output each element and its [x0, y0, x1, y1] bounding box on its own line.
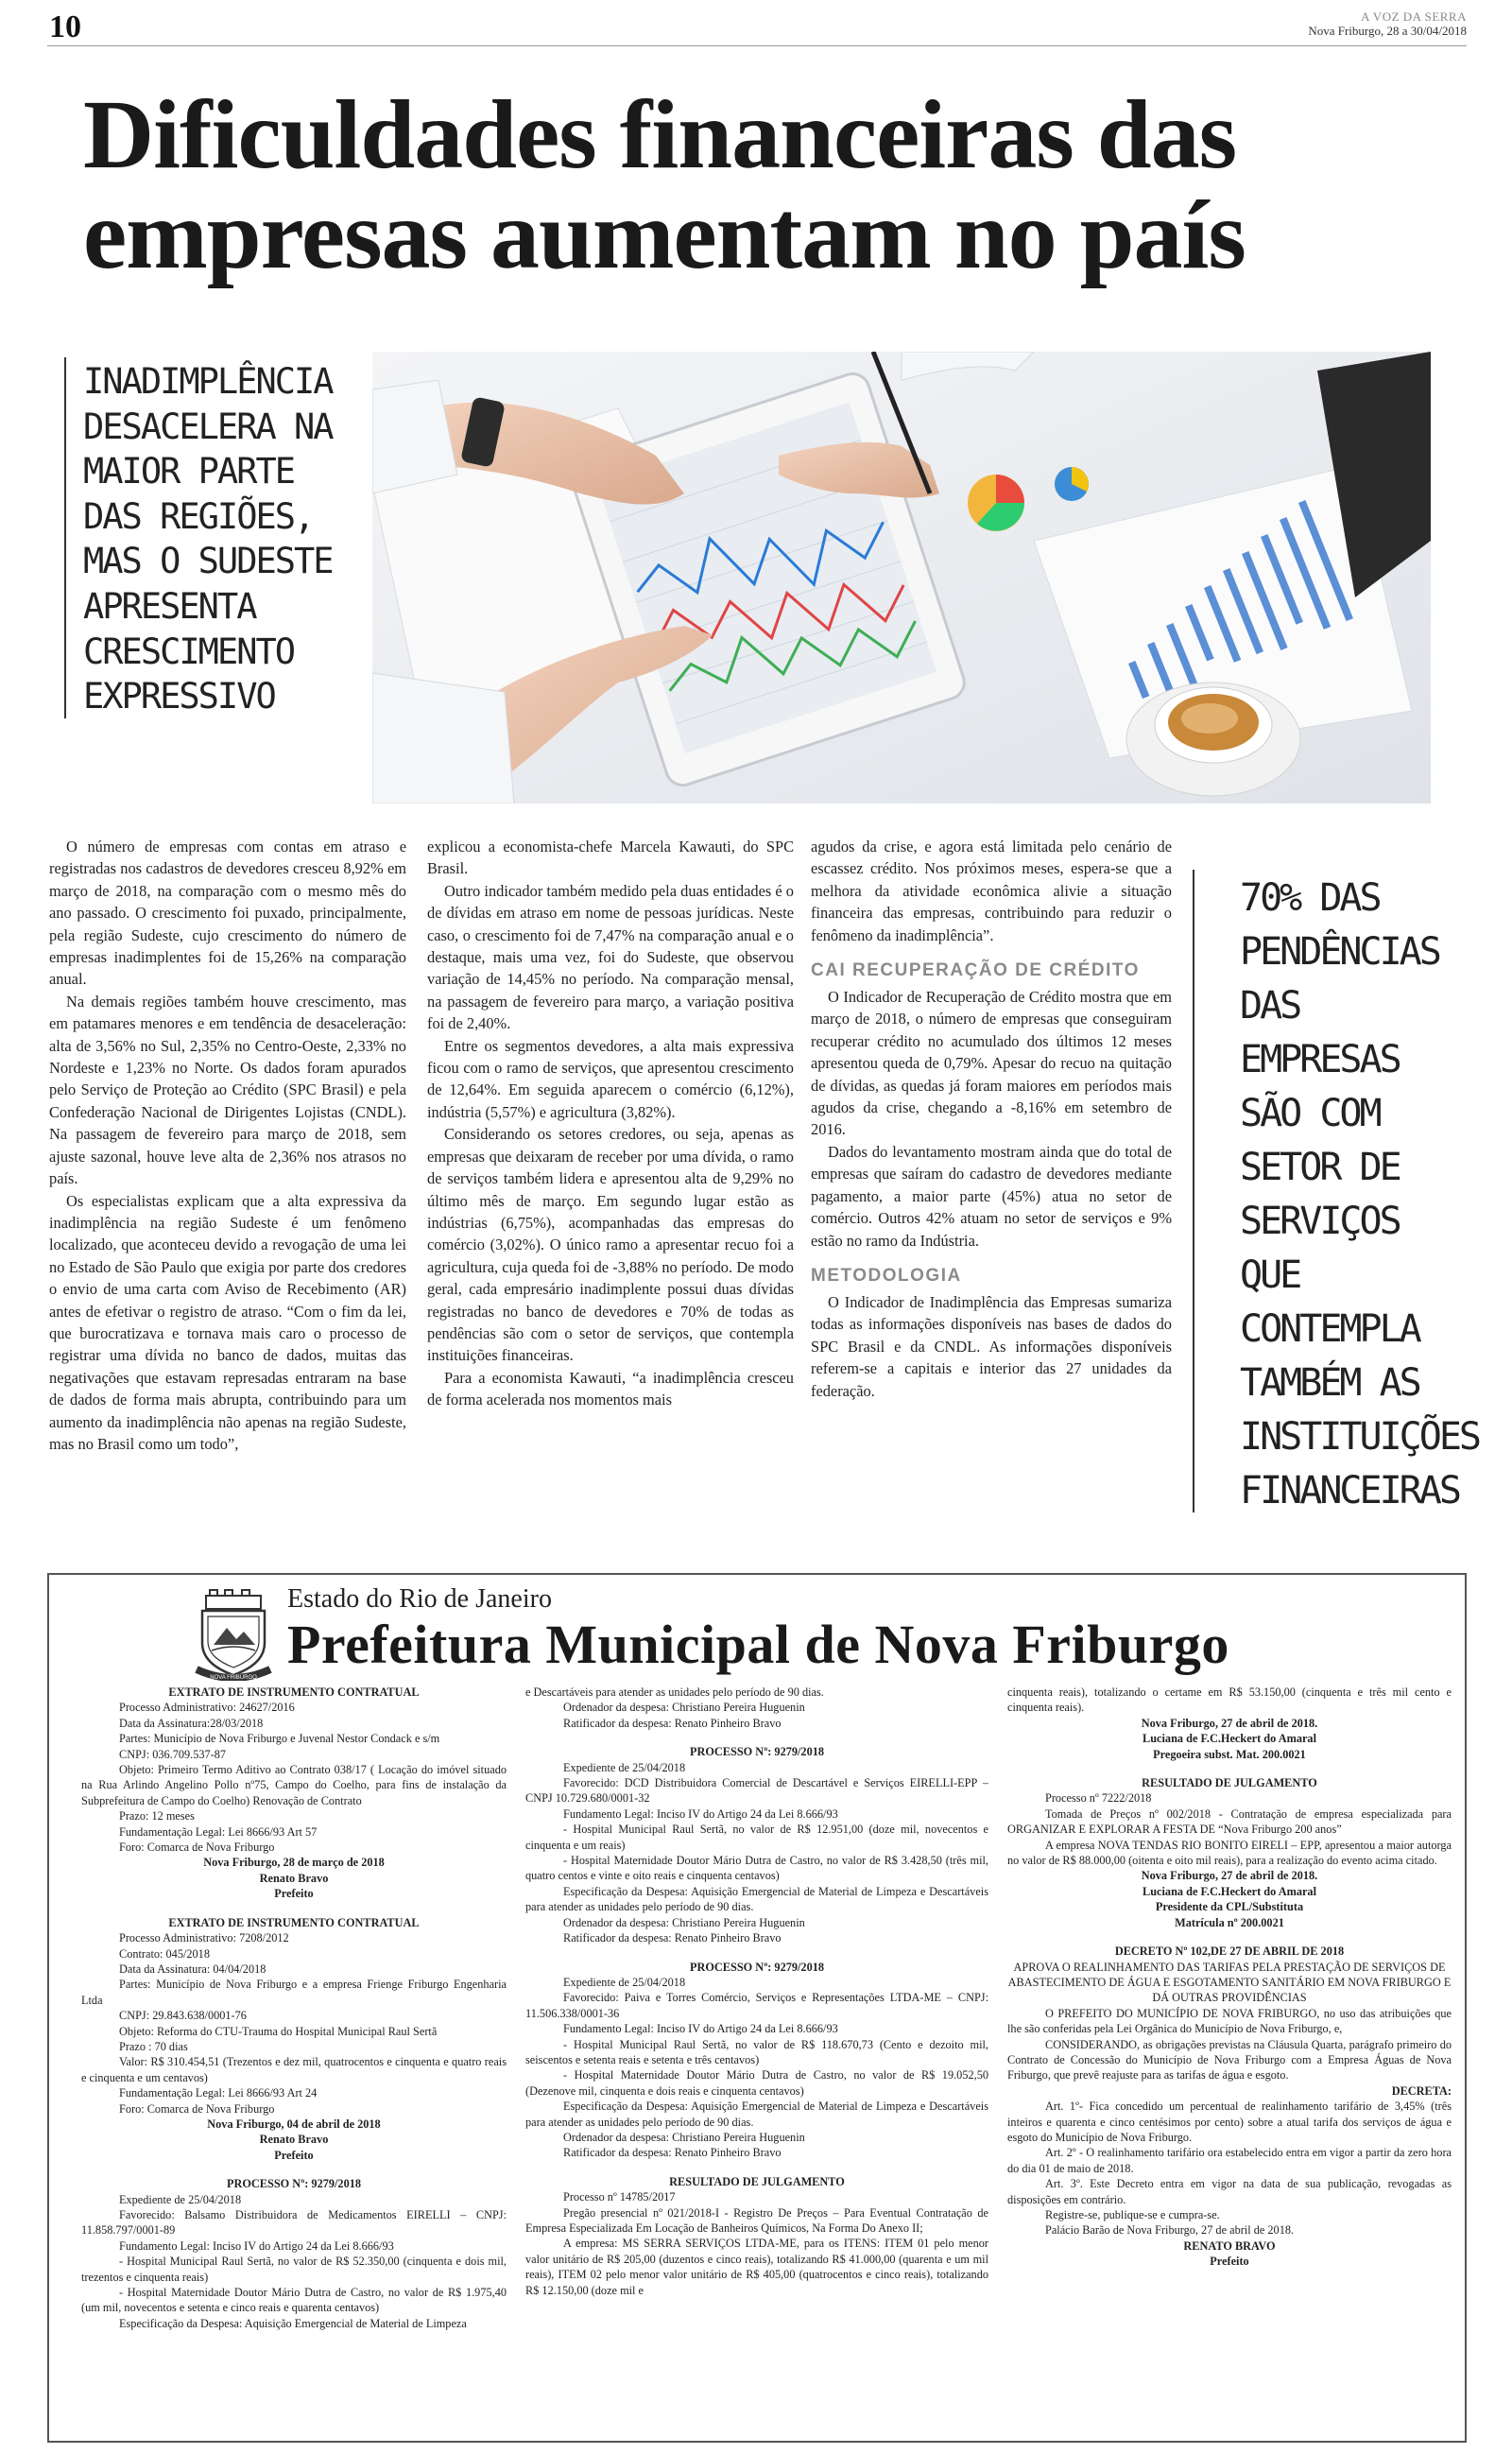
notice-signature: Prefeito: [274, 2148, 314, 2162]
notice-paragraph: - Hospital Maternidade Doutor Mário Dutra de Castro, no valor de R$ 1.975,40 (um mil, novecentos e setenta e cinco reais e quarenta centavos): [81, 2286, 507, 2315]
notice-paragraph: Ratificador da despesa: Renato Pinheiro Bravo: [563, 1716, 782, 1730]
notice-paragraph: Data da Assinatura: 04/04/2018: [119, 1961, 266, 1976]
notice-paragraph: Processo Administrativo: 24627/2016: [119, 1701, 295, 1715]
notice-paragraph: Prazo: 12 meses: [119, 1809, 195, 1823]
article-subhead: INADIMPLÊNCIA DESACELERA NA MAIOR PARTE DAS REGIÕES, MAS O SUDESTE APRESENTA CRESCIMENTO EXPRESSIVO: [64, 357, 348, 718]
notice-paragraph: Especificação da Despesa: Aquisição Emergencial de Material de Limpeza e Descartáveis para atender as unidades pelo período de 90 dias.: [525, 1884, 988, 1914]
notice-paragraph: Fundamento Legal: Inciso IV do Artigo 24 da Lei 8.666/93: [119, 2238, 394, 2253]
notice-decree-label: DECRETA:: [1391, 2083, 1452, 2098]
paragraph: Considerando os setores credores, ou seja, apenas as empresas que deixaram de receber por uma dívida, o ramo de serviços também lidera e apresentou alta de 9,29% no último mês de março. Em segundo lugar estão as indústrias (6,75%), acompanhadas das empresas do comércio (3,02%). O único ramo a apresentar recuo foi a agricultura, cuja queda foi de -3,88% no período. De modo geral, cada empresário inadimplente possui duas dívidas registradas no banco de devedores e 70% de todas as pendências são com o setor de serviços, que contempla instituições financeiras.: [427, 1125, 794, 1365]
notice-paragraph: Fundamentação Legal: Lei 8666/93 Art 57: [119, 1824, 318, 1839]
section-title-credit-recovery: CAI RECUPERAÇÃO DE CRÉDITO: [811, 960, 1140, 981]
notice-title: EXTRATO DE INSTRUMENTO CONTRATUAL: [168, 1685, 420, 1699]
article-column-3: [811, 836, 1172, 1402]
notice-caption: APROVA O REALINHAMENTO DAS TARIFAS PELA PRESTAÇÃO DE SERVIÇOS DE ABASTECIMENTO DE ÁGUA E ESGOTAMENTO SANITÁRIO EM NOVA FRIBURGO E DÁ OUTRAS PROVIDÊNCIAS: [1007, 1960, 1452, 2005]
edition-date: Nova Friburgo, 28 a 30/04/2018: [1308, 24, 1467, 38]
paragraph: Dados do levantamento mostram ainda que do total de empresas que saíram do cadastro de devedores mediante pagamento, a maior parte (45%) atua no setor de comércio. Outros 42% atuam no setor de serviços e 9% estão no ramo da Indústria.: [811, 1142, 1172, 1250]
notice-paragraph: Ordenador da despesa: Christiano Pereira Huguenin: [563, 2130, 805, 2144]
notice-signature: Renato Bravo: [259, 2133, 329, 2147]
notice-paragraph: Expediente de 25/04/2018: [563, 1760, 686, 1774]
notice-paragraph: - Hospital Municipal Raul Sertã, no valor de R$ 118.670,73 (Cento e dezoito mil, seiscentos e setenta reais e setenta e três centavos): [525, 2037, 988, 2066]
notice-paragraph: Registre-se, publique-se e cumpra-se.: [1045, 2208, 1220, 2221]
article-column-2: [427, 836, 794, 1411]
notice-paragraph: Foro: Comarca de Nova Friburgo: [119, 2101, 275, 2116]
notice-paragraph: CNPJ: 036.709.537-87: [119, 1747, 227, 1761]
page-number: 10: [49, 9, 81, 44]
notice-paragraph: Art. 2º - O realinhamento tarifário ora estabelecido entra em vigor a partir da zero hora do dia 01 de maio de 2018.: [1007, 2146, 1452, 2175]
notice-paragraph: Partes: Município de Nova Friburgo e a empresa Frienge Friburgo Engenharia Ltda: [81, 1978, 507, 2007]
paragraph: Para a economista Kawauti, “a inadimplência cresceu de forma acelerada nos momentos mais: [427, 1368, 794, 1409]
notice-paragraph: A empresa: MS SERRA SERVIÇOS LTDA-ME, para os ITENS: ITEM 01 pelo menor valor unitário de R$ 205,00 (duzentos e cinco reais), totalizando R$ 41.000,00 (quarenta e um mil reais), ITEM 02 pelo menor valor unitário de R$ 405,00 (quatrocentos e cinco reais), totalizando R$ 12.150,00 (doze mil e: [525, 2237, 988, 2297]
notice-signature: Nova Friburgo, 27 de abril de 2018.: [1141, 1716, 1318, 1730]
municipal-crest-icon: [193, 1588, 274, 1681]
notice-paragraph: CONSIDERANDO, as obrigações previstas na Cláusula Quarta, parágrafo primeiro do Contrato de Concessão do Município de Nova Friburgo com a Empresa Águas de Nova Friburgo, que prevê reajuste para as tarifas de água e esgoto.: [1007, 2037, 1452, 2082]
notice-signature: RENATO BRAVO: [1183, 2238, 1276, 2253]
section-title-methodology: METODOLOGIA: [811, 1265, 962, 1286]
notice-paragraph: Processo nº 7222/2018: [1045, 1791, 1152, 1806]
notice-signature: Nova Friburgo, 04 de abril de 2018: [207, 2117, 381, 2131]
notice-paragraph: Foro: Comarca de Nova Friburgo: [119, 1840, 275, 1855]
paragraph: explicou a economista-chefe Marcela Kawauti, do SPC Brasil.: [427, 838, 794, 878]
notice-paragraph: Expediente de 25/04/2018: [119, 2192, 242, 2206]
article-headline: Dificuldades financeiras das empresas aumentam no país: [83, 80, 1246, 289]
notice-paragraph: Ordenador da despesa: Christiano Pereira Huguenin: [563, 1701, 805, 1715]
paragraph: Os especialistas explicam que a alta expressiva da inadimplência na região Sudeste é um fenômeno localizado, que aconteceu devido a revogação de uma lei no Estado de São Paulo que exigia por parte dos credores o envio de uma carta com Aviso de Recebimento (AR) antes de efetivar o registro de atraso. “Com o fim da lei, que burocratizava e tornava mais caro o processo de registrar uma dívida no banco de dados, muitas das negativações que estavam represadas entraram na base de dados de forma mais abrupta, contribuindo para um aumento da inadimplência não apenas na região Sudeste, mas no Brasil como um todo”,: [49, 1191, 406, 1453]
notice-paragraph: Especificação da Despesa: Aquisição Emergencial de Material de Limpeza e Descartáveis para atender as unidades pelo período de 90 dias.: [525, 2100, 988, 2129]
paragraph: Na demais regiões também houve crescimento, mas em patamares menores e em tendência de desaceleração: alta de 3,56% no Sul, 2,35% no Centro-Oeste, 2,33% no Nordeste e 1,23% no Norte. Os dados foram apurados pelo Serviço de Proteção ao Crédito (SPC Brasil) e pela Confederação Nacional de Dirigentes Lojistas (CNDL). Na passagem de fevereiro para março de 2018, sem ajuste sazonal, houve leve alta de 2,36% nos atrasos no país.: [49, 992, 406, 1188]
notice-signature: Prefeito: [1210, 2255, 1249, 2269]
notice-title: PROCESSO Nº: 9279/2018: [226, 2177, 362, 2191]
state-name: Estado do Rio de Janeiro: [287, 1584, 552, 1614]
notice-paragraph: Valor: R$ 310.454,51 (Trezentos e dez mil, quatrocentos e cinquenta e quatro reais e cinquenta e um centavos): [81, 2055, 507, 2084]
paragraph: O Indicador de Inadimplência das Empresas sumariza todas as informações disponíveis nas bases de dados do SPC Brasil e da CNDL. As informações disponíveis referem-se a capitais e interior das 27 unidades da federação.: [811, 1292, 1172, 1400]
notice-paragraph: Fundamento Legal: Inciso IV do Artigo 24 da Lei 8.666/93: [563, 2022, 838, 2036]
notice-paragraph: Art. 1º- Fica concedido um percentual de realinhamento tarifário de 3,45% (três inteiros e quarenta e cinco centésimos por cento) sobre a atual tarifa dos serviços de água e esgoto do Município de Nova Friburgo.: [1007, 2100, 1452, 2144]
notice-paragraph: Objeto: Primeiro Termo Aditivo ao Contrato 038/17 ( Locação do imóvel situado na Rua Arlindo Angelino Pollo nº75, Campo do Coelho, para fins de instalação da Subprefeitura de Campo do Coelho) Renovação de Contrato: [81, 1763, 507, 1807]
notice-paragraph: Ratificador da despesa: Renato Pinheiro Bravo: [563, 1931, 782, 1945]
crest-label: NOVA FRIBURGO: [210, 1675, 257, 1681]
notice-paragraph: - Hospital Municipal Raul Sertã, no valor de R$ 52.350,00 (cinquenta e dois mil, trezentos e cinquenta reais): [81, 2255, 507, 2284]
notice-title: PROCESSO Nº: 9279/2018: [689, 1960, 825, 1974]
paragraph: O número de empresas com contas em atraso e registradas nos cadastros de devedores cresceu 8,92% em março de 2018, na comparação com o mesmo mês do ano passado. O crescimento foi puxado, principalmente, pela região Sudeste, cujo crescimento do número de empresas inadimplentes foi de 15,26% na comparação anual.: [49, 838, 406, 989]
notice-title: RESULTADO DE JULGAMENTO: [1142, 1776, 1317, 1790]
notice-paragraph: Expediente de 25/04/2018: [563, 1975, 686, 1989]
notice-paragraph: Processo Administrativo: 7208/2012: [119, 1931, 289, 1945]
notices-column-1: [81, 1685, 507, 2331]
top-rule: [47, 45, 1467, 46]
notice-paragraph: CNPJ: 29.843.638/0001-76: [119, 2009, 247, 2023]
notice-paragraph: Fundamento Legal: Inciso IV do Artigo 24 da Lei 8.666/93: [563, 1806, 838, 1821]
notice-paragraph: Processo nº 14785/2017: [563, 2190, 676, 2204]
notice-paragraph: cinquenta reais), totalizando o certame em R$ 53.150,00 (cinquenta e três mil cento e cinquenta reais).: [1007, 1685, 1452, 1715]
notice-paragraph: Ordenador da despesa: Christiano Pereira Huguenin: [563, 1915, 805, 1929]
paragraph: agudos da crise, e agora está limitada pelo cenário de escassez crédito. Nos próximos meses, espera-se que a melhora da atividade econômica alivie a situação financeira das empresas, contribuindo para reduzir o fenômeno da inadimplência”.: [811, 838, 1172, 944]
notice-paragraph: Contrato: 045/2018: [119, 1946, 210, 1961]
paragraph: Entre os segmentos devedores, a alta mais expressiva ficou com o ramo de serviços, que apresentou crescimento de 12,64%. Em seguida aparecem o comércio (6,12%), indústria (5,57%) e agricultura (3,82%).: [427, 1036, 794, 1121]
notices-column-3: [1007, 1685, 1452, 2270]
notice-paragraph: - Hospital Maternidade Doutor Mário Dutra de Castro, no valor de R$ 19.052,50 (Dezenove mil, cinquenta e dois reais e cinquenta centavos): [525, 2068, 988, 2098]
masthead: [1308, 9, 1467, 38]
notice-signature: Prefeito: [274, 1887, 314, 1901]
hero-photo: [372, 352, 1431, 804]
notice-signature: Renato Bravo: [259, 1871, 329, 1885]
notice-title: RESULTADO DE JULGAMENTO: [669, 2174, 845, 2188]
notice-paragraph: Pregão presencial nº 021/2018-I - Registro De Preços – Para Eventual Contratação de Empresa Especializada Em Locação de Banheiros Químicos, Na Forma Do Anexo II;: [525, 2205, 988, 2235]
notice-paragraph: Prazo : 70 dias: [119, 2039, 188, 2053]
notice-paragraph: Objeto: Reforma do CTU-Trauma do Hospital Municipal Raul Sertã: [119, 2024, 438, 2038]
notice-signature: Luciana de F.C.Heckert do Amaral: [1143, 1884, 1316, 1898]
paragraph: Outro indicador também medido pela duas entidades é o de dívidas em atraso em nome de pessoas jurídicas. Neste caso, o crescimento foi de 7,47% na comparação anual e o destaque, mais uma vez, foi do Sudeste, que observou variação de 14,45% no período. Na comparação mensal, na passagem de fevereiro para março, a variação positiva foi de 2,40%.: [427, 881, 794, 1033]
notice-signature: Pregoeira subst. Mat. 200.0021: [1153, 1747, 1306, 1761]
notice-paragraph: Favorecido: Balsamo Distribuidora de Medicamentos EIRELLI – CNPJ: 11.858.797/0001-89: [81, 2208, 507, 2238]
notice-title: EXTRATO DE INSTRUMENTO CONTRATUAL: [168, 1915, 420, 1929]
notice-title: PROCESSO Nº: 9279/2018: [689, 1745, 825, 1759]
notices-column-2: [525, 1685, 988, 2298]
notice-signature: Matrícula nº 200.0021: [1175, 1915, 1284, 1929]
notice-signature: Luciana de F.C.Heckert do Amaral: [1143, 1732, 1316, 1746]
notice-paragraph: Ratificador da despesa: Renato Pinheiro Bravo: [563, 2146, 782, 2160]
notice-title: DECRETO Nº 102,DE 27 DE ABRIL DE 2018: [1114, 1944, 1345, 1959]
article-column-1: [49, 836, 406, 1455]
business-chart-photo-icon: [372, 352, 1431, 804]
notice-paragraph: e Descartáveis para atender as unidades pelo período de 90 dias.: [525, 1685, 824, 1699]
notice-signature: Presidente da CPL/Substituta: [1155, 1900, 1304, 1914]
municipality-title: Prefeitura Municipal de Nova Friburgo: [287, 1614, 1229, 1675]
notice-paragraph: Art. 3º. Este Decreto entra em vigor na data de sua publicação, revogadas as disposições em contrário.: [1007, 2177, 1452, 2206]
notice-paragraph: Favorecido: DCD Distribuidora Comercial de Descartável e Serviços EIRELLI-EPP – CNPJ 10.729.680/0001-32: [525, 1776, 988, 1806]
publication-name: A VOZ DA SERRA: [1361, 9, 1467, 24]
notice-signature: Nova Friburgo, 27 de abril de 2018.: [1141, 1869, 1318, 1883]
notice-paragraph: - Hospital Municipal Raul Sertã, no valor de R$ 12.951,00 (doze mil, novecentos e cinquenta e um reais): [525, 1823, 988, 1852]
notice-paragraph: Fundamentação Legal: Lei 8666/93 Art 24: [119, 2086, 318, 2100]
paragraph: O Indicador de Recuperação de Crédito mostra que em março de 2018, o número de empresas que conseguiram recuperar crédito no acumulado dos últimos 12 meses apresentou queda de 0,79%. Apesar do recuo na quitação de dívidas, as quedas já foram maiores em períodos mais agudos da crise, chegando a -8,16% em setembro de 2016.: [811, 988, 1172, 1139]
notice-signature: Nova Friburgo, 28 de março de 2018: [203, 1856, 385, 1870]
notice-paragraph: A empresa NOVA TENDAS RIO BONITO EIRELI – EPP, apresentou a maior autorga no valor de R$ 88.000,00 (oitenta e oito mil reais), para a realização do evento acima citado.: [1007, 1838, 1452, 1868]
notice-paragraph: Especificação da Despesa: Aquisição Emergencial de Material de Limpeza: [119, 2316, 467, 2330]
notice-paragraph: O PREFEITO DO MUNICÍPIO DE NOVA FRIBURGO, no uso das atribuições que lhe são conferidas pela Lei Orgânica do Município de Nova Friburgo, e,: [1007, 2006, 1452, 2036]
notice-paragraph: Data da Assinatura:28/03/2018: [119, 1716, 264, 1730]
notice-paragraph: Tomada de Preços nº 002/2018 - Contratação de empresa especializada para ORGANIZAR E EXPLORAR A FESTA DE “Nova Friburgo 200 anos”: [1007, 1806, 1452, 1837]
pull-quote: 70% DAS PENDÊNCIAS DAS EMPRESAS SÃO COM SETOR DE SERVIÇOS QUE CONTEMPLA TAMBÉM AS INSTITUIÇÕES FINANCEIRAS: [1193, 870, 1476, 1512]
notice-paragraph: - Hospital Maternidade Doutor Mário Dutra de Castro, no valor de R$ 3.428,50 (três mil, quatro centos e vinte e oito reais e cinquenta centavos): [525, 1854, 988, 1883]
notice-paragraph: Partes: Município de Nova Friburgo e Juvenal Nestor Condack e s/m: [119, 1732, 440, 1746]
notice-paragraph: Favorecido: Paiva e Torres Comércio, Serviços e Representações LTDA-ME – CNPJ: 11.506.338/0001-36: [525, 1991, 988, 2020]
notice-paragraph: Palácio Barão de Nova Friburgo, 27 de abril de 2018.: [1045, 2223, 1295, 2238]
